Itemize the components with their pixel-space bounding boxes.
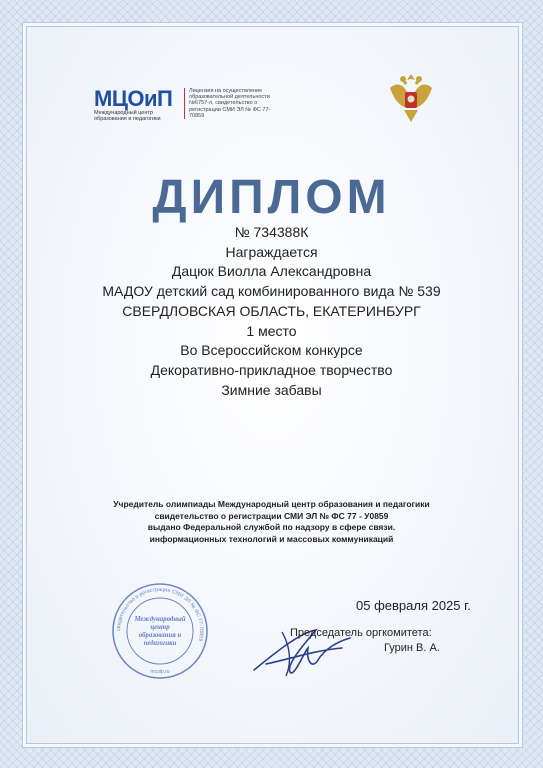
founder-line: выдано Федеральной службой по надзору в сфере связи. [147, 522, 396, 532]
stamp-center-line: образования и [138, 632, 182, 639]
mcoip-logo [94, 86, 180, 120]
recipient-name: Дацюк Виолла Александровна [171, 263, 372, 280]
stamp-center-line: центр [150, 624, 170, 631]
institution: МАДОУ детский сад комбинированного вида № 539 [102, 283, 441, 300]
founder-line: информационных технологий и массовых коммуникаций [149, 533, 394, 544]
diploma-title: ДИПЛОМ [152, 171, 391, 224]
chairman-label: Председатель оргкомитета: [290, 627, 432, 639]
work-title: Зимние забавы [221, 381, 322, 398]
diploma-number: № 734388К [234, 224, 309, 240]
stamp-center-line: Международный [134, 616, 186, 623]
chairman-name: Гурин В. А. [384, 642, 440, 654]
logo-text: МЦОиП [94, 86, 173, 111]
contest-label: Во Всероссийском конкурсе [180, 342, 363, 359]
license-text: Лицензия на осуществление образовательной деятельности №6757-л, свидетельство о регистрации СМИ ЭЛ № ФС 77-70859 [184, 88, 277, 119]
nomination: Декоративно-прикладное творчество [150, 361, 393, 378]
founder-line: свидетельство о регистрации СМИ ЭЛ № ФС 77 - У0859 [154, 510, 389, 521]
founder-line: Учредитель олимпиады Международный центр образования и педагогики [113, 499, 430, 509]
stamp-site: mcoip.ru [150, 669, 170, 675]
place: 1 место [246, 322, 297, 339]
award-details [0, 223, 543, 400]
chairman-signature [246, 612, 366, 684]
awarded-label: Награждается [225, 243, 318, 260]
russian-coat-of-arms-icon [386, 70, 436, 128]
official-stamp [110, 581, 210, 681]
region: СВЕРДЛОВСКАЯ ОБЛАСТЬ, ЕКАТЕРИНБУРГ [122, 302, 421, 319]
logo-subtitle: Международный центр образования и педагогики [94, 110, 161, 122]
stamp-ring-text: свидетельство о регистрации СМИ ЭЛ № ФС 77-70859 [115, 586, 205, 642]
stamp-center-line: педагогики [143, 640, 177, 647]
issue-date: 05 февраля 2025 г. [356, 598, 471, 613]
founder-info [0, 499, 543, 545]
